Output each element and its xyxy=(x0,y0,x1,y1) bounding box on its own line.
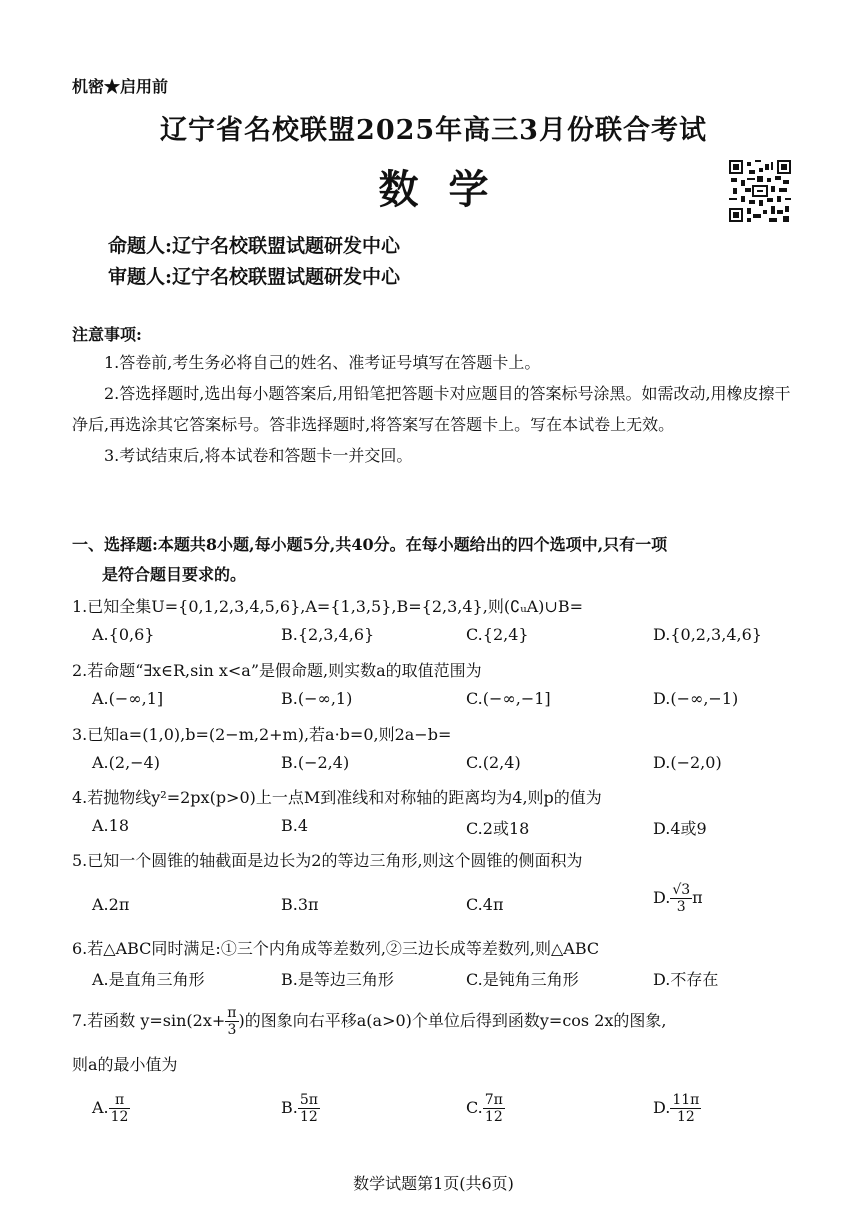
question-4-option-d: D.4或9 xyxy=(653,819,707,838)
question-1-stem: 1.已知全集U={0,1,2,3,4,5,6},A={1,3,5},B={2,3,4},则(∁ᵤA)∪B= xyxy=(72,597,583,616)
question-4-option-a: A.18 xyxy=(92,816,129,835)
question-3-option-d: D.(−2,0) xyxy=(653,753,722,772)
question-2-option-d: D.(−∞,−1) xyxy=(653,689,739,708)
question-7-option-a: A. $\frac{\pi}{12}$ xyxy=(92,1092,129,1125)
question-5-option-d xyxy=(653,882,703,915)
question-4-stem: 4.若抛物线y²=2px(p>0)上一点M到准线和对称轴的距离均为4,则p的值为 xyxy=(72,788,602,807)
fraction: $\frac{7\pi}{12}$ xyxy=(484,1092,503,1125)
section-heading-line2: 是符合题目要求的。 xyxy=(102,565,247,584)
notice-title: 注意事项: xyxy=(72,325,142,344)
notice-list xyxy=(72,347,802,471)
question-5-option-a: A.2π xyxy=(92,895,130,914)
question-1-option-a: A.{0,6} xyxy=(92,625,155,644)
fraction: $\frac{11\pi}{12}$ xyxy=(672,1092,700,1125)
question-3-stem: 3.已知a=(1,0),b=(2−m,2+m),若a·b=0,则2a−b= xyxy=(72,725,452,744)
question-2-option-a: A.(−∞,1] xyxy=(92,689,164,708)
question-6-option-b: B.是等边三角形 xyxy=(281,970,394,989)
question-1-option-b: B.{2,3,4,6} xyxy=(281,625,375,644)
question-7-option-c: C. $\frac{7\pi}{12}$ xyxy=(466,1092,503,1125)
question-3-option-a: A.(2,−4) xyxy=(92,753,160,772)
page-footer: 数学试题第1页(共6页) xyxy=(353,1174,514,1193)
reviewer-line: 审题人:辽宁名校联盟试题研发中心 xyxy=(108,266,401,288)
fraction: $\frac{5\pi}{12}$ xyxy=(299,1092,318,1125)
question-2-option-b: B.(−∞,1) xyxy=(281,689,353,708)
section-heading xyxy=(72,530,807,590)
question-2-stem: 2.若命题“∃x∈R,sin x<a”是假命题,则实数a的取值范围为 xyxy=(72,661,482,680)
question-3-option-b: B.(−2,4) xyxy=(281,753,350,772)
setter-line: 命题人:辽宁名校联盟试题研发中心 xyxy=(108,235,401,257)
fraction: $\frac{\pi}{3}$ xyxy=(227,1005,237,1038)
question-5-option-b: B.3π xyxy=(281,895,319,914)
question-6-option-a: A.是直角三角形 xyxy=(92,970,205,989)
question-1-option-d: D.{0,2,3,4,6} xyxy=(653,625,762,644)
secret-mark: 机密★启用前 xyxy=(72,77,169,96)
question-4-option-c: C.2或18 xyxy=(466,819,530,838)
question-7-option-b: B. $\frac{5\pi}{12}$ xyxy=(281,1092,318,1125)
notice-item: 2.答选择题时,选出每小题答案后,用铅笔把答题卡对应题目的答案标号涂黑。如需改动,用橡皮擦干净后,再选涂其它答案标号。答非选择题时,将答案写在答题卡上。写在本试卷上无效。 xyxy=(72,384,791,434)
question-4-option-b: B.4 xyxy=(281,816,309,835)
question-3-option-c: C.(2,4) xyxy=(466,753,521,772)
section-heading-line1: 一、选择题:本题共8小题,每小题5分,共40分。在每小题给出的四个选项中,只有一项 xyxy=(72,535,668,554)
option-label: D. xyxy=(653,888,671,907)
question-7-stem: 7.若函数 y=sin(2x+ $\frac{\pi}{3}$ )的图象向右平移a(a>0)个单位后得到函数y=cos 2x的图象, xyxy=(72,1005,667,1038)
question-6-option-d: D.不存在 xyxy=(653,970,719,989)
notice-item: 3.考试结束后,将本试卷和答题卡一并交回。 xyxy=(104,446,413,465)
question-6-stem: 6.若△ABC同时满足:①三个内角成等差数列,②三边长成等差数列,则△ABC xyxy=(72,939,600,958)
notice-item: 1.答卷前,考生务必将自己的姓名、准考证号填写在答题卡上。 xyxy=(104,353,541,372)
question-5-stem: 5.已知一个圆锥的轴截面是边长为2的等边三角形,则这个圆锥的侧面积为 xyxy=(72,851,583,870)
fraction: $\frac{\pi}{12}$ xyxy=(110,1092,129,1125)
option-tail: π xyxy=(692,888,703,907)
question-7-option-d: D. $\frac{11\pi}{12}$ xyxy=(653,1092,700,1125)
qr-code-icon xyxy=(729,160,791,222)
subject-title: 数学 xyxy=(378,166,519,213)
question-6-option-c: C.是钝角三角形 xyxy=(466,970,579,989)
question-5-option-c: C.4π xyxy=(466,895,504,914)
question-2-option-c: C.(−∞,−1] xyxy=(466,689,551,708)
question-7-stem-line2: 则a的最小值为 xyxy=(72,1055,178,1074)
question-1-option-c: C.{2,4} xyxy=(466,625,529,644)
exam-title: 辽宁省名校联盟2025年高三3月份联合考试 xyxy=(160,115,707,146)
fraction: $\frac{√3}{3}$ xyxy=(672,882,691,915)
